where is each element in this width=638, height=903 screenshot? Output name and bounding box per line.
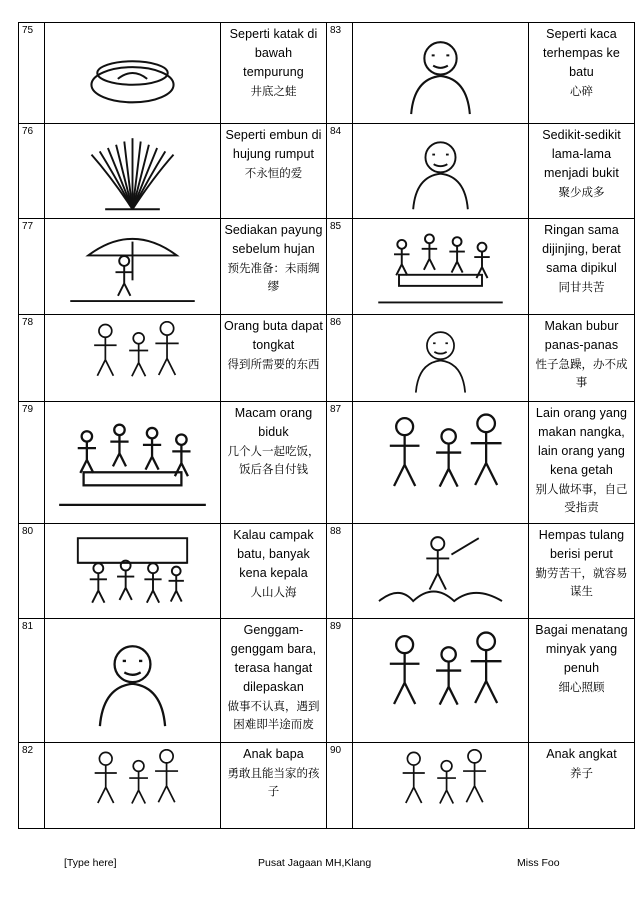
- proverb-table-body: [19, 23, 635, 829]
- right-illustration-cell: [353, 23, 529, 124]
- illustration-frame: [51, 408, 214, 517]
- chinese-meaning: 细心照顾: [558, 680, 605, 694]
- right-proverb-cell: [529, 402, 635, 524]
- malay-proverb: Anak bapa: [243, 747, 304, 761]
- left-row-number: 81: [19, 619, 45, 743]
- children-working-together-illustration: [359, 225, 522, 308]
- chinese-meaning: 勇敢且能当家的孩子: [227, 766, 320, 798]
- footer-center: Pusat Jagaan MH,Klang: [258, 857, 372, 869]
- left-row-number: 82: [19, 743, 45, 829]
- right-proverb-cell: [529, 743, 635, 829]
- crying-woman-illustration: [359, 29, 522, 117]
- left-proverb-cell: [221, 315, 327, 402]
- table-row: [19, 124, 635, 219]
- malay-proverb: Anak angkat: [546, 747, 617, 761]
- family-portrait-illustration: [359, 625, 522, 736]
- illustration-frame: [51, 29, 214, 117]
- right-row-number: 87: [327, 402, 353, 524]
- farmer-working-illustration: [359, 530, 522, 612]
- illustration-frame: [359, 130, 522, 212]
- table-row: [19, 315, 635, 402]
- malay-proverb: Makan bubur panas-panas: [544, 319, 619, 352]
- left-row-number: 80: [19, 524, 45, 619]
- malay-proverb: Sedikit-sedikit lama-lama menjadi bukit: [542, 128, 621, 180]
- malay-proverb: Kalau campak batu, banyak kena kepala: [233, 528, 314, 580]
- left-row-number: 77: [19, 219, 45, 315]
- right-row-number: 89: [327, 619, 353, 743]
- table-row: [19, 219, 635, 315]
- adoptive-family-illustration: [359, 749, 522, 822]
- right-illustration-cell: [353, 619, 529, 743]
- proverb-table: [18, 22, 635, 829]
- left-proverb-cell: [221, 219, 327, 315]
- left-proverb-cell: [221, 124, 327, 219]
- malay-proverb: Bagai menatang minyak yang penuh: [535, 623, 628, 675]
- chinese-meaning: 几个人一起吃饭，饭后各自付钱: [227, 444, 320, 476]
- man-saving-coins-illustration: [359, 130, 522, 212]
- chinese-meaning: 性子急躁，办不成事: [535, 357, 628, 389]
- illustration-frame: [51, 321, 214, 395]
- left-illustration-cell: [45, 315, 221, 402]
- chinese-meaning: 不永恒的爱: [244, 166, 303, 180]
- illustration-frame: [51, 225, 214, 308]
- right-illustration-cell: [353, 219, 529, 315]
- left-illustration-cell: [45, 124, 221, 219]
- malay-proverb: Sediakan payung sebelum hujan: [224, 223, 323, 256]
- malay-proverb: Genggam-genggam bara, terasa hangat dilepaskan: [230, 623, 317, 694]
- chinese-meaning: 做事不认真，遇到困难即半途而废: [227, 699, 320, 731]
- table-row: [19, 524, 635, 619]
- people-dining-illustration: [51, 408, 214, 517]
- right-proverb-cell: [529, 23, 635, 124]
- chinese-meaning: 聚少成多: [558, 185, 605, 199]
- left-illustration-cell: [45, 524, 221, 619]
- illustration-frame: [359, 29, 522, 117]
- right-illustration-cell: [353, 315, 529, 402]
- left-row-number: 79: [19, 402, 45, 524]
- right-row-number: 86: [327, 315, 353, 402]
- chinese-meaning: 养子: [570, 766, 593, 780]
- illustration-frame: [51, 530, 214, 612]
- illustration-frame: [51, 625, 214, 736]
- table-row: [19, 23, 635, 124]
- boy-eating-hot-porridge-illustration: [359, 321, 522, 395]
- grass-clump-illustration: [51, 130, 214, 212]
- illustration-frame: [359, 321, 522, 395]
- right-row-number: 90: [327, 743, 353, 829]
- illustration-frame: [51, 130, 214, 212]
- footer-left: [Type here]: [64, 857, 117, 869]
- right-row-number: 84: [327, 124, 353, 219]
- chinese-meaning: 井底之蛙: [250, 84, 297, 98]
- chinese-meaning: 心碎: [570, 84, 593, 98]
- left-illustration-cell: [45, 402, 221, 524]
- chinese-meaning: 得到所需要的东西: [227, 357, 320, 371]
- woman-with-umbrella-illustration: [51, 225, 214, 308]
- men-arguing-illustration: [359, 408, 522, 517]
- frog-under-shell-illustration: [51, 29, 214, 117]
- illustration-frame: [359, 530, 522, 612]
- left-proverb-cell: [221, 23, 327, 124]
- left-proverb-cell: [221, 402, 327, 524]
- malay-proverb: Ringan sama dijinjing, berat sama dipikul: [542, 223, 621, 275]
- malay-proverb: Lain orang yang makan nangka, lain orang yang kena getah: [535, 406, 628, 477]
- illustration-frame: [359, 408, 522, 517]
- right-illustration-cell: [353, 743, 529, 829]
- chinese-meaning: 别人做坏事，自己受指责: [535, 482, 628, 514]
- malay-proverb: Seperti katak di bawah tempurung: [229, 27, 318, 79]
- man-dropping-hot-coal-illustration: [51, 625, 214, 736]
- right-illustration-cell: [353, 524, 529, 619]
- right-illustration-cell: [353, 124, 529, 219]
- right-proverb-cell: [529, 315, 635, 402]
- tied-up-boy-and-father-illustration: [51, 749, 214, 822]
- right-proverb-cell: [529, 219, 635, 315]
- right-proverb-cell: [529, 619, 635, 743]
- malay-proverb: Hempas tulang berisi perut: [538, 528, 625, 561]
- table-row: [19, 619, 635, 743]
- left-illustration-cell: [45, 23, 221, 124]
- chinese-meaning: 同甘共苦: [558, 280, 605, 294]
- illustration-frame: [51, 749, 214, 822]
- chinese-meaning: 人山人海: [250, 585, 297, 599]
- left-proverb-cell: [221, 524, 327, 619]
- malay-proverb: Seperti kaca terhempas ke batu: [543, 27, 620, 79]
- blind-man-receiving-stick-illustration: [51, 321, 214, 395]
- chinese-meaning: 预先准备：未雨绸缪: [227, 261, 320, 293]
- right-row-number: 88: [327, 524, 353, 619]
- right-proverb-cell: [529, 524, 635, 619]
- left-proverb-cell: [221, 743, 327, 829]
- illustration-frame: [359, 625, 522, 736]
- footer-right: Miss Foo: [517, 857, 560, 869]
- chinese-meaning: 勤劳苦干，就容易谋生: [535, 566, 628, 598]
- table-row: [19, 743, 635, 829]
- left-row-number: 76: [19, 124, 45, 219]
- right-illustration-cell: [353, 402, 529, 524]
- left-row-number: 78: [19, 315, 45, 402]
- left-illustration-cell: [45, 619, 221, 743]
- right-row-number: 85: [327, 219, 353, 315]
- right-row-number: 83: [327, 23, 353, 124]
- malay-proverb: Orang buta dapat tongkat: [224, 319, 323, 352]
- crowded-market-illustration: [51, 530, 214, 612]
- left-illustration-cell: [45, 219, 221, 315]
- left-illustration-cell: [45, 743, 221, 829]
- malay-proverb: Seperti embun di hujung rumput: [225, 128, 322, 161]
- left-row-number: 75: [19, 23, 45, 124]
- illustration-frame: [359, 225, 522, 308]
- illustration-frame: [359, 749, 522, 822]
- table-row: [19, 402, 635, 524]
- malay-proverb: Macam orang biduk: [234, 406, 313, 439]
- left-proverb-cell: [221, 619, 327, 743]
- right-proverb-cell: [529, 124, 635, 219]
